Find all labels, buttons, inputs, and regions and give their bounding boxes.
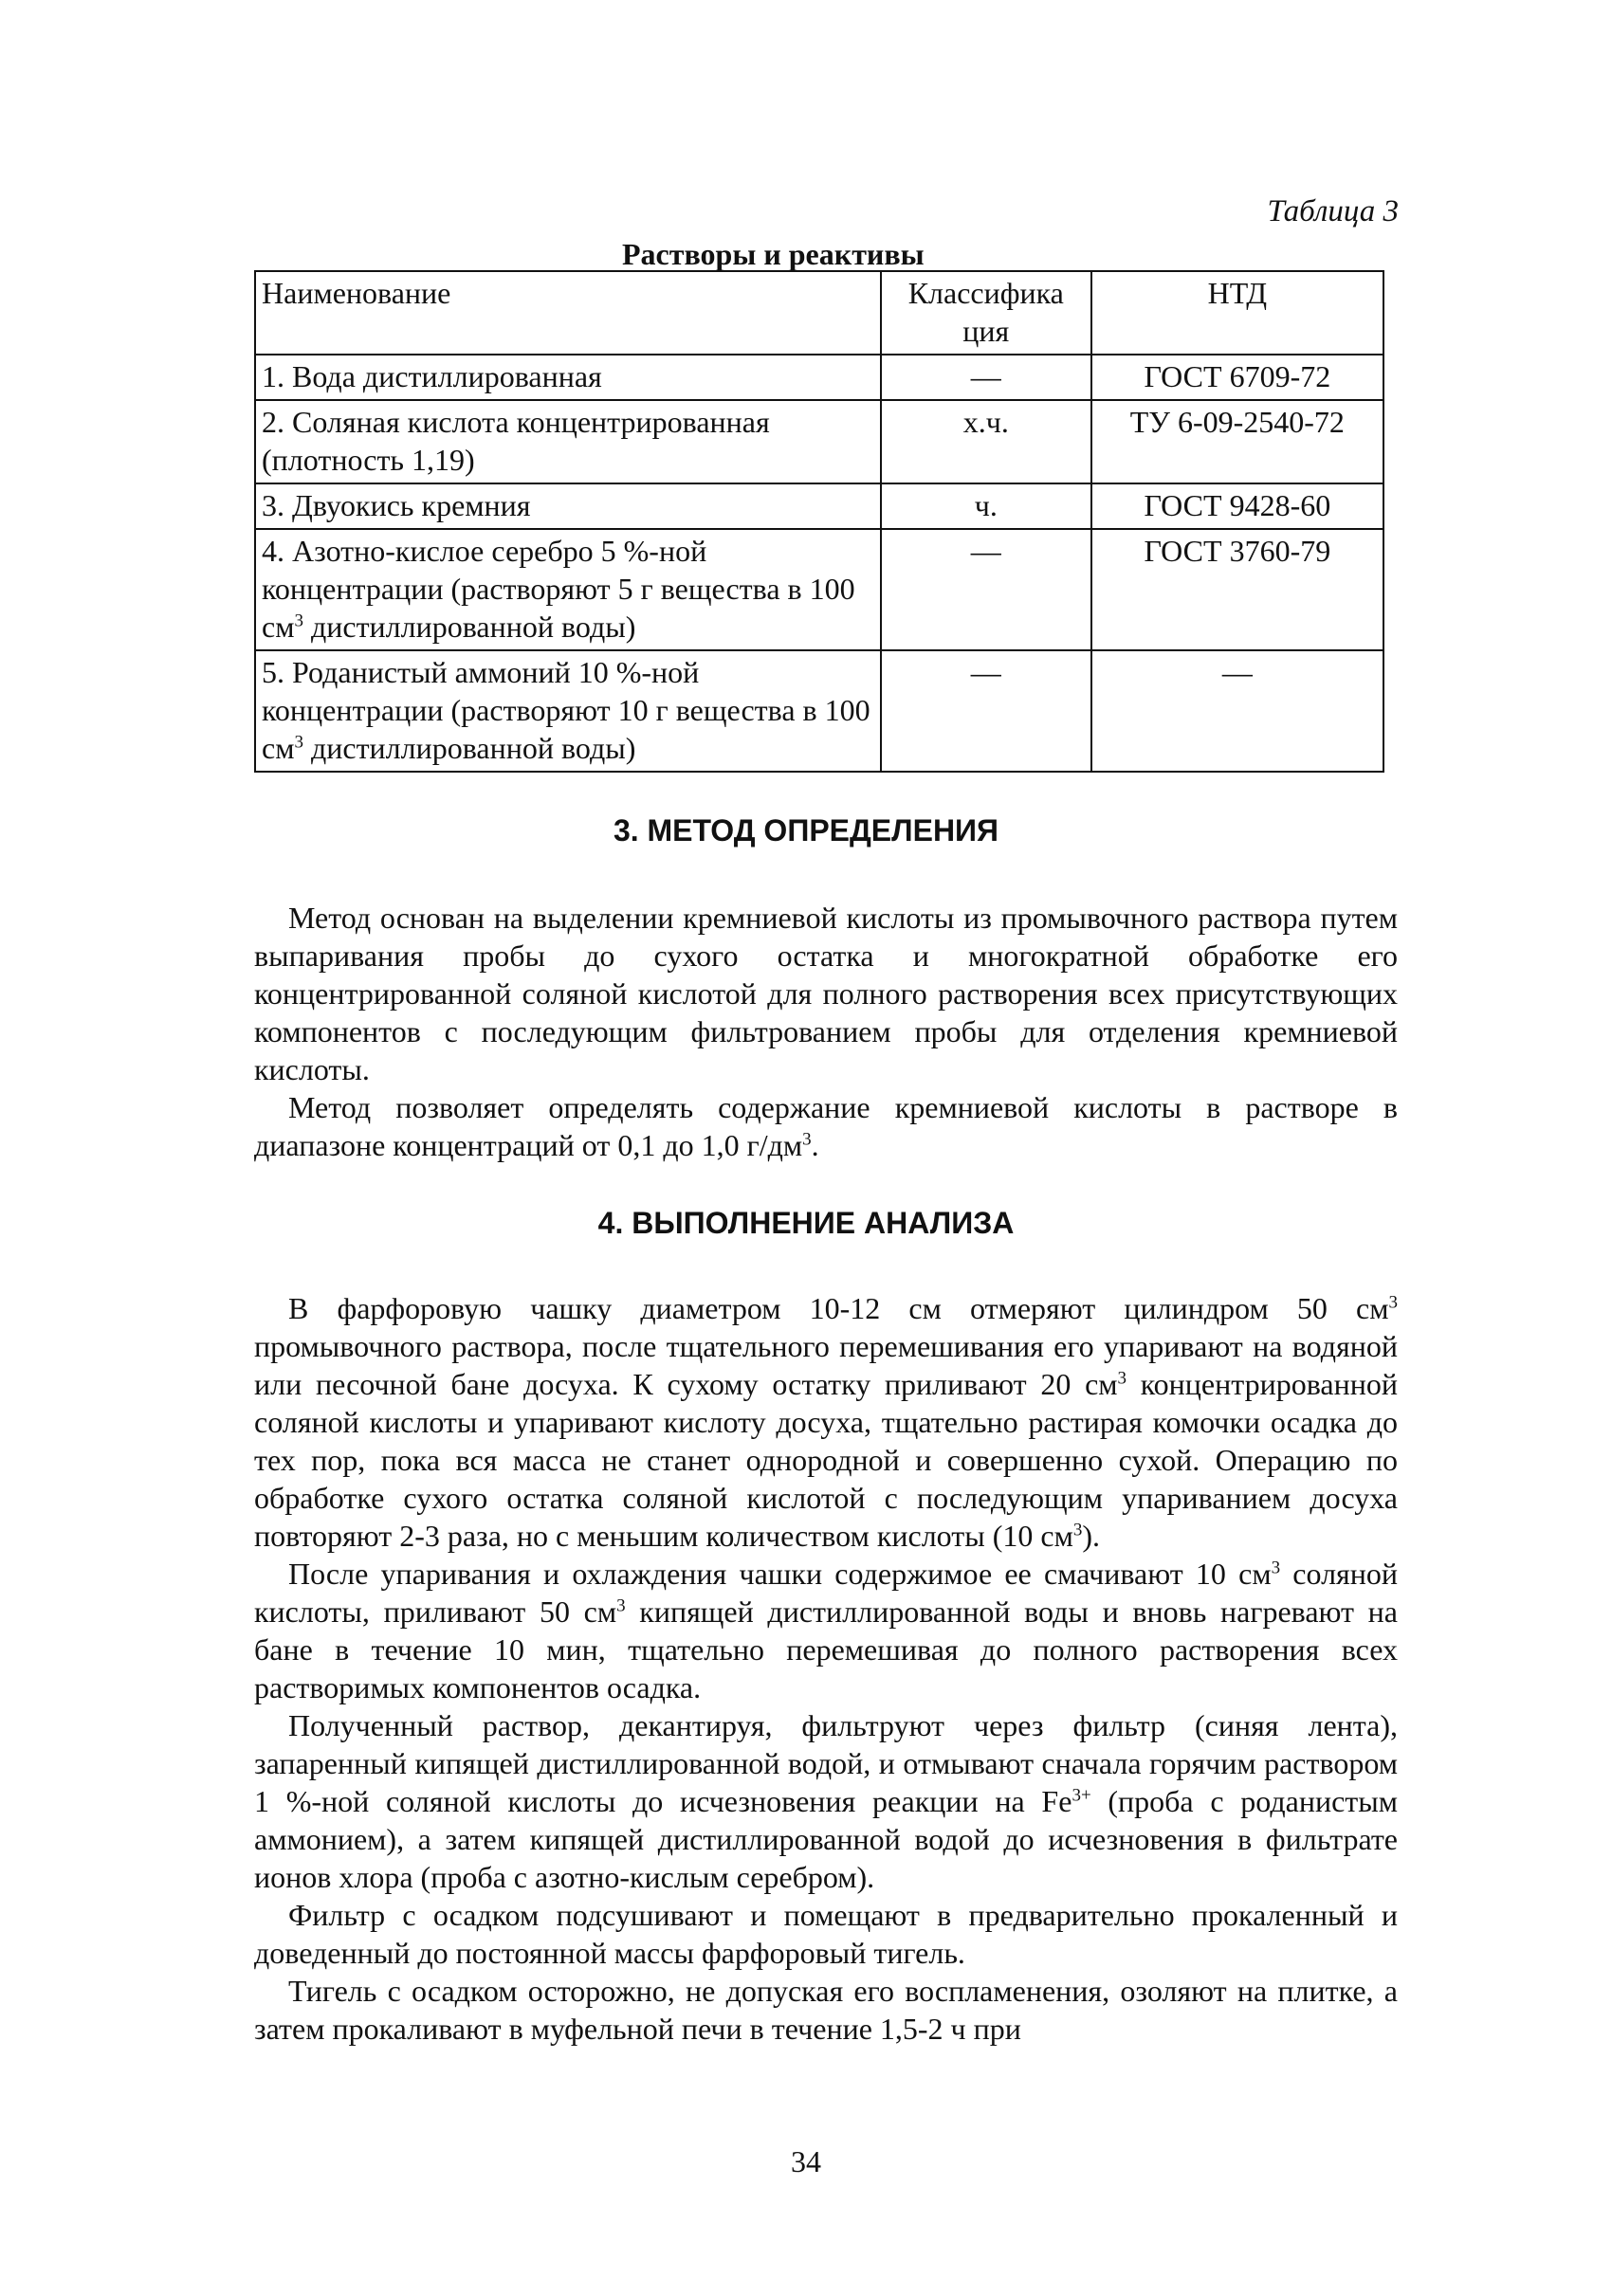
- row-name-text: дистиллированной воды): [302, 731, 636, 765]
- row-name: [255, 650, 881, 772]
- section-4-heading: 4. ВЫПОЛНЕНИЕ АНАЛИЗА: [597, 1206, 1015, 1240]
- paragraph-text: (проба с роданистым аммонием), а затем кипящей дистиллированной водой до исчезновения в фильтрате ионов хлора (проба с азотно-кислым серебром).: [254, 1784, 1399, 1894]
- paragraph-text: Метод позволяет определять содержание кремниевой кислоты в растворе в диапазоне концентраций от 0,1 до 1,0 г/дм: [254, 1090, 1398, 1162]
- paragraph-text: .: [811, 1128, 819, 1162]
- paragraph-text: кипящей дистиллированной воды и вновь нагревают на бане в течение 10 мин, тщательно перемешивая до полного растворения всех растворимых компонентов осадка.: [254, 1594, 1399, 1704]
- header-ntd: НТД: [1091, 271, 1383, 355]
- superscript: 3: [616, 1595, 626, 1616]
- row-ntd: ГОСТ 9428-60: [1091, 483, 1383, 529]
- row-name: 1. Вода дистиллированная: [255, 355, 881, 400]
- paragraph-text: Полученный раствор, декантируя, фильтруют через фильтр (синяя лента), запаренный кипящей дистиллированной водой, и отмывают сначала горячим раствором 1 %-ной соляной кислоты до исчезновения реакции на Fe: [254, 1708, 1398, 1818]
- row-name: 3. Двуокись кремния: [255, 483, 881, 529]
- row-name-text: 4. Азотно-кислое серебро 5 %-ной концентрации (растворяют 5 г вещества в 100 см: [262, 534, 855, 644]
- paragraph-text: промывочного раствора, после тщательного перемешивания его упаривают на водяной или песочной бане досуха. К сухому остатку приливают 20 см: [254, 1329, 1398, 1401]
- superscript: 3: [294, 732, 303, 753]
- table-number-label: Таблица 3: [1267, 194, 1399, 228]
- paragraph-text: ).: [1082, 1519, 1100, 1553]
- header-name: Наименование: [255, 271, 881, 355]
- row-classification: —: [881, 650, 1091, 772]
- row-classification: ч.: [881, 483, 1091, 529]
- row-classification: х.ч.: [881, 400, 1091, 483]
- superscript: 3: [1072, 1520, 1083, 1540]
- paragraph-text: соляной кислоты, приливают 50 см: [254, 1557, 1399, 1629]
- row-classification: —: [881, 355, 1091, 400]
- superscript: 3: [294, 610, 303, 631]
- superscript: 3+: [1072, 1785, 1091, 1806]
- reagents-table: [254, 270, 1384, 773]
- section-3-body: [254, 899, 1398, 1164]
- superscript: 3: [802, 1129, 812, 1150]
- row-name: 2. Соляная кислота концентрированная (плотность 1,19): [255, 400, 881, 483]
- table-row: [255, 355, 1383, 400]
- row-classification: —: [881, 529, 1091, 650]
- row-ntd: ГОСТ 6709-72: [1091, 355, 1383, 400]
- paragraph-text: После упаривания и охлаждения чашки содержимое ее смачивают 10 см: [288, 1557, 1272, 1591]
- row-ntd: ГОСТ 3760-79: [1091, 529, 1383, 650]
- paragraph: Фильтр с осадком подсушивают и помещают в предварительно прокаленный и доведенный до постоянной массы фарфоровый тигель.: [254, 1898, 1398, 1970]
- paragraph: [254, 1289, 1398, 1555]
- paragraph: [254, 1706, 1398, 1896]
- row-ntd: ТУ 6-09-2540-72: [1091, 400, 1383, 483]
- paragraph-text: концентрированной соляной кислоты и упаривают кислоту досуха, тщательно растирая комочки осадка до тех пор, пока вся масса не станет однородной и совершенно сухой. Операцию по обработке сухого остатка соляной кислотой с последующим упариванием досуха повторяют 2-3 раза, но с меньшим количеством кислоты (10 см: [254, 1367, 1398, 1553]
- paragraph: [254, 1088, 1398, 1164]
- superscript: 3: [1388, 1292, 1398, 1313]
- paragraph-text: В фарфоровую чашку диаметром 10-12 см отмеряют цилиндром 50 см: [288, 1291, 1389, 1325]
- table-caption: Растворы и реактивы: [622, 237, 925, 271]
- row-name-text: 5. Роданистый аммоний 10 %-ной концентрации (растворяют 10 г вещества в 100 см: [262, 655, 870, 765]
- page-number: 34: [791, 2144, 821, 2178]
- table-header-row: [255, 271, 1383, 355]
- section-4-body: [254, 1289, 1398, 2048]
- paragraph: Тигель с осадком осторожно, не допуская его воспламенения, озоляют на плитке, а затем прокаливают в муфельной печи в течение 1,5-2 ч при: [254, 1974, 1398, 2046]
- row-ntd: —: [1091, 650, 1383, 772]
- row-name-text: дистиллированной воды): [302, 610, 636, 644]
- header-classification: Классифика ция: [881, 271, 1091, 355]
- table-row: [255, 483, 1383, 529]
- section-3-heading: 3. МЕТОД ОПРЕДЕЛЕНИЯ: [613, 813, 999, 847]
- table-row: [255, 400, 1383, 483]
- paragraph: [254, 1555, 1398, 1706]
- paragraph: Метод основан на выделении кремниевой кислоты из промывочного раствора путем выпаривания пробы до сухого остатка и многократной обработке его концентрированной соляной кислотой для полного растворения всех присутствующих компонентов с последующим фильтрованием пробы для отделения кремниевой кислоты.: [254, 901, 1398, 1086]
- table-row: [255, 650, 1383, 772]
- superscript: 3: [1271, 1558, 1281, 1578]
- table-row: [255, 529, 1383, 650]
- superscript: 3: [1117, 1368, 1127, 1389]
- row-name: [255, 529, 881, 650]
